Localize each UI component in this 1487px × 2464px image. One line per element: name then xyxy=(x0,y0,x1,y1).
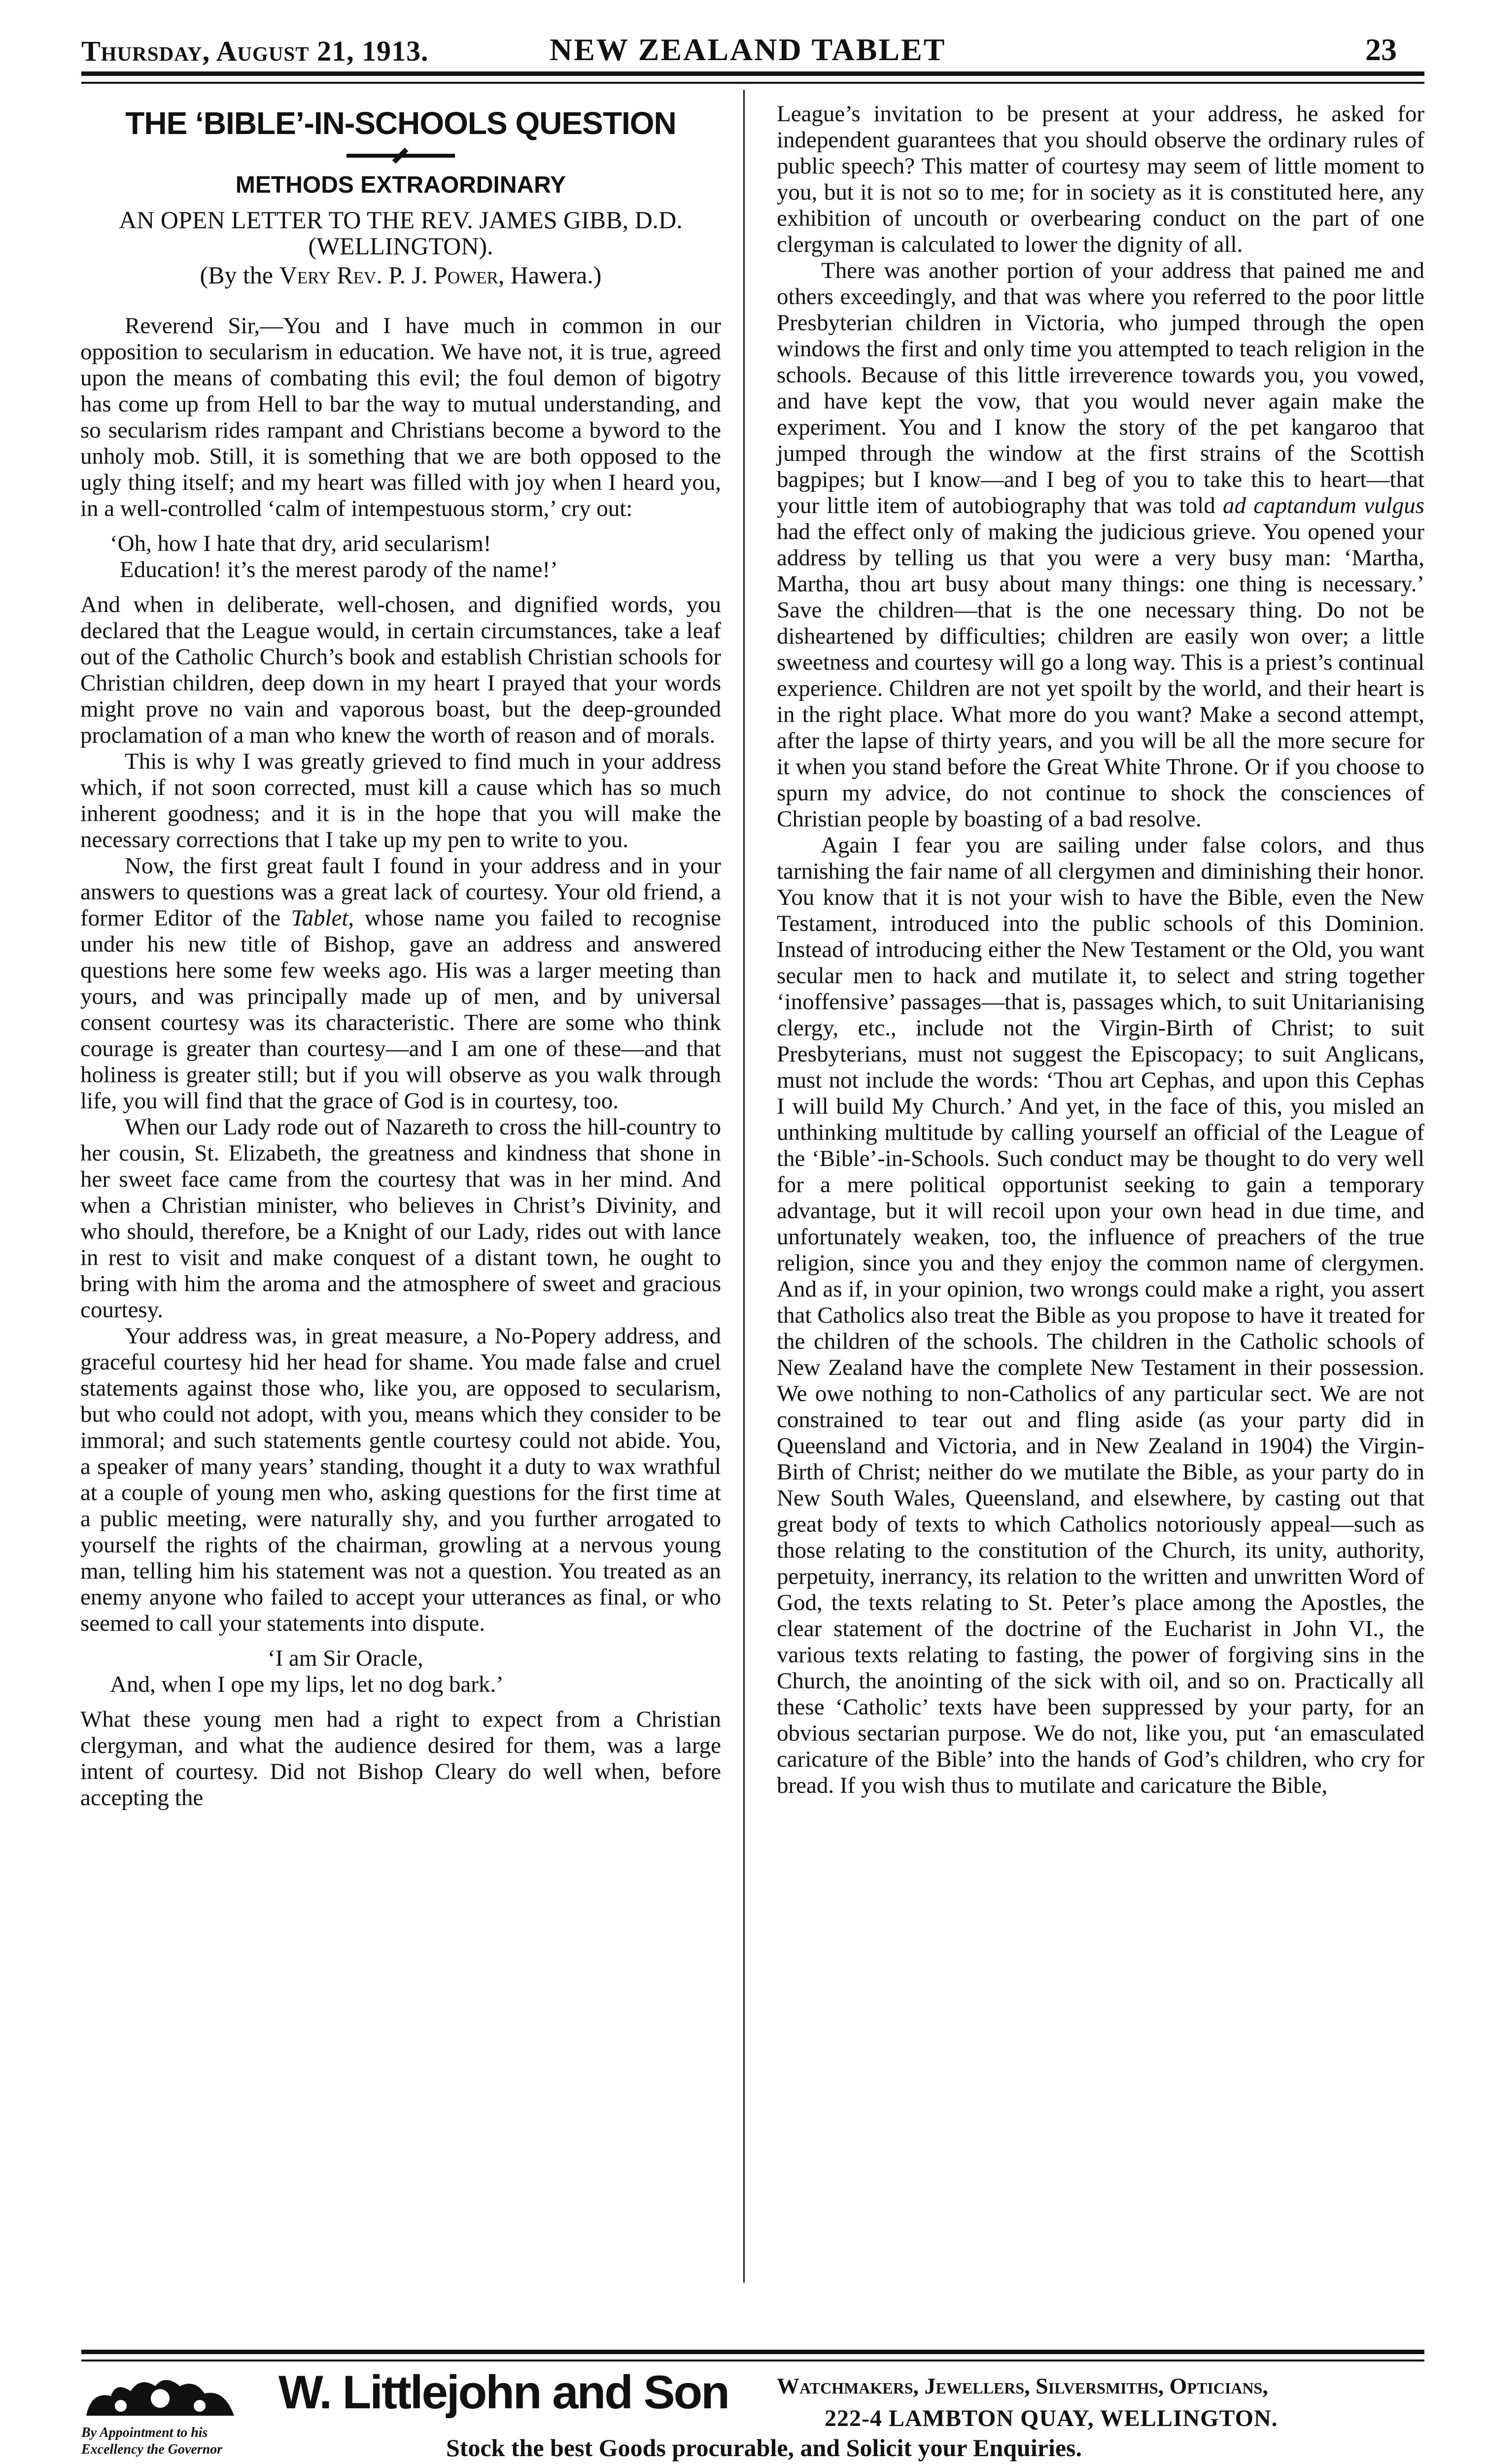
column-divider xyxy=(743,90,745,2283)
paragraph: League’s invitation to be present at your address, he asked for independent guarantees that you should observe the ordinary rules of public speech? This matter of courtesy may seem of little moment to you, but it is not so to me; for in society as it is constituted here, any exhibition of uncouth or overbearing conduct on the part of one clergyman is calculated to lower the dignity of all. xyxy=(777,101,1424,257)
paragraph: When our Lady rode out of Nazareth to cross the hill-country to her cousin, St. Elizabeth, the greatness and kindness that shone in her sweet face came from the courtesy that was in her mind. And when a Christian minister, who believes in Christ’s Divinity, and who should, therefore, be a Knight of our Lady, rides out with lance in rest to visit and make conquest of a distant town, he ought to bring with him the aroma and the atmosphere of sweet and gracious courtesy. xyxy=(80,1114,721,1323)
appointment-note xyxy=(81,2425,269,2458)
quote-line: And, when I ope my lips, let no dog bark.’ xyxy=(110,1672,504,1697)
byline xyxy=(80,262,721,288)
byline-prefix: (By the xyxy=(200,261,279,289)
paragraph: What these young men had a right to expect from a Christian clergyman, and what the audience desired for them, was a large intent of courtesy. Did not Bishop Cleary do well when, before accepting the xyxy=(80,1707,721,1811)
paragraph: Reverend Sir,—You and I have much in common in our opposition to secularism in education. We have not, it is true, agreed upon the means of combating this evil; the foul demon of bigotry has come up from Hell to bar the way to mutual understanding, and so secularism rides rampant and Christians become a byword to the unholy mob. Still, it is something that we are both opposed to the ugly thing itself; and my heart was filled with joy when I heard you, in a well-controlled ‘calm of intempestuous storm,’ cry out: xyxy=(80,313,721,521)
quote-line: ‘Oh, how I hate that dry, arid secularism! xyxy=(110,531,491,556)
header-rule-thick xyxy=(81,71,1424,76)
paragraph: Again I fear you are sailing under false colors, and thus tarnishing the fair name of all clergymen and diminishing their honor. You know that it is not your wish to have the Bible, even the New Testament, introduced into the public schools of this Dominion. Instead of introducing either the New Testament or the Old, you want secular men to hack and mutilate it, to select and string together ‘inoffensive’ passages—that is, passages which, to suit Unitarianising clergy, etc., include not the Virgin-Birth of Christ; to suit Presbyterians, must not suggest the Episcopacy; to suit Anglicans, must not include the words: ‘Thou art Cephas, and upon this Cephas I will build My Church.’ And yet, in the face of this, you misled an unthinking multitude by calling yourself an official of the League of the ‘Bible’-in-Schools. Such conduct may be thought to do very well for a mere political opportunist seeking to gain a temporary advantage, but it will recoil upon your own head in due time, and unfortunately weaken, too, the influence of preachers of the true religion, since you and they enjoy the common name of clergymen. And as if, in your opinion, two wrongs could make a right, you assert that Catholics also treat the Bible as you propose to have it treated for the children of the schools. The children in the Catholic schools of New Zealand have the complete New Testament in their possession. We owe nothing to non-Catholics of any particular sect. We are not constrained to tear out and fling aside (as your party did in Queensland and Victoria, and in New Zealand in 1904) the Virgin-Birth of Christ; neither do we mutilate the Bible, as your party do in New South Wales, Queensland, and elsewhere, by casting out that great body of texts to which Catholics notoriously appeal—such as those relating to the constitution of the Church, its unity, authority, perpetuity, inerrancy, its relation to the written and unwritten Word of God, the texts relating to St. Peter’s place among the Apostles, the clear statement of the doctrine of the Eucharist in John VI., the various texts relating to fasting, the power of forgiving sins in the Church, the anointing of the sick with oil, and so on. Practically all these ‘Catholic’ texts have been suppressed by your party, for an obvious sectarian purpose. We do not, like you, put ‘an emasculated caricature of the Bible’ into the hands of God’s children, who cry for bread. If you wish thus to mutilate and caricature the Bible, xyxy=(777,832,1424,1798)
advertiser-name: W. Littlejohn and Son xyxy=(278,2366,728,2419)
byline-place: , Hawera.) xyxy=(498,261,602,289)
text: had the effect only of making the judicious grieve. You opened your address by telling us that you were a very busy man: ‘Martha, Martha, thou art busy about many things: one thing is necessary.’ Save the children—that is the one necessary thing. Do not be disheartened by difficulties; children are easily won over; a little sweetness and courtesy will go a long way. This is a priest’s continual experience. Children are not yet spoilt by the world, and their heart is in the right place. What more do you want? Make a second attempt, after the lapse of thirty years, and you will be all the more secure for it when you stand before the Great White Throne. Or if you choose to spurn my advice, do not continue to shock the consciences of Christian people by boasting of a bad resolve. xyxy=(777,519,1424,832)
letter-heading: AN OPEN LETTER TO THE REV. JAMES GIBB, D.D. (WELLINGTON). xyxy=(119,206,683,260)
verse-quote xyxy=(110,531,721,583)
advertiser-address: 222-4 LAMBTON QUAY, WELLINGTON. xyxy=(825,2405,1278,2431)
page-number: 23 xyxy=(1365,32,1397,67)
article-title: THE ‘BIBLE’-IN-SCHOOLS QUESTION xyxy=(125,105,676,141)
advertiser-trades: Watchmakers, Jewellers, Silversmiths, Opticians, xyxy=(777,2373,1268,2398)
appointment-line: By Appointment to his xyxy=(81,2425,208,2440)
article-subtitle: METHODS EXTRAORDINARY xyxy=(235,172,566,198)
footer-rule-thin xyxy=(81,2360,1424,2361)
issue-date: Thursday, August 21, 1913. xyxy=(81,35,429,67)
italic-text: ad captandum vulgus xyxy=(1222,493,1424,518)
left-column xyxy=(80,104,721,1811)
paragraph xyxy=(777,258,1424,832)
right-column xyxy=(777,101,1424,1799)
advertiser-slogan: Stock the best Goods procurable, and Solicit your Enquiries. xyxy=(446,2434,1082,2462)
appointment-line: Excellency the Governor xyxy=(81,2442,223,2457)
header-rule-thin xyxy=(81,82,1424,84)
verse-quote xyxy=(110,1645,721,1698)
byline-author: Very Rev. P. J. Power xyxy=(279,261,498,289)
royal-coat-of-arms-icon xyxy=(81,2371,239,2421)
italic-text: Tablet xyxy=(291,905,348,931)
quote-line: Education! it’s the merest parody of the name!’ xyxy=(120,557,558,582)
text: , whose name you failed to recognise under his new title of Bishop, gave an address and answered questions here some few weeks ago. His was a larger meeting than yours, and was principally made up of men, and by universal consent courtesy was its characteristic. There are some who think courage is greater than courtesy—and I am one of these—and that holiness is greater still; but if you will observe as you walk through life, you will find that the grace of God is in courtesy, too. xyxy=(80,905,721,1114)
paragraph: Your address was, in great measure, a No-Popery address, and graceful courtesy hid her head for shame. You made false and cruel statements against those who, like you, are opposed to secularism, but who could not adopt, with you, means which they consider to be immoral; and such statements gentle courtesy could not abide. You, a speaker of many years’ standing, thought it a duty to wax wrathful at a couple of young men who, asking questions for the first time at a public meeting, were naturally shy, and you further arrogated to yourself the rights of the chairman, growling at a nervous young man, telling him his statement was not a question. You treated as an enemy anyone who failed to accept your utterances as final, or who seemed to call your statements into dispute. xyxy=(80,1323,721,1636)
ornament-divider xyxy=(80,146,721,166)
paragraph: This is why I was greatly grieved to find much in your address which, if not soon corrected, must kill a cause which has so much inherent goodness; and it is in the hope that you will make the necessary corrections that I take up my pen to write to you. xyxy=(80,749,721,853)
text: There was another portion of your address that pained me and others exceedingly, and that was where you referred to the poor little Presbyterian children in Victoria, who jumped through the open windows the first and only time you attempted to teach religion in the schools. Because of this little irreverence towards you, you vowed, and have kept the vow, that you would never again make the experiment. You and I know the story of the pet kangaroo that jumped through the window at the first strains of the Scottish bagpipes; but I know—and I beg of you to take this to heart—that your little item of autobiography that was told xyxy=(777,258,1424,518)
paragraph xyxy=(80,853,721,1114)
paragraph: And when in deliberate, well-chosen, and dignified words, you declared that the League would, in certain circumstances, take a leaf out of the Catholic Church’s book and establish Christian schools for Christian children, deep down in my heart I prayed that your words might prove no vain and vaporous boast, but the deep-grounded proclamation of a man who knew the worth of reason and of morals. xyxy=(80,592,721,748)
text: Now, the first great fault I found in your address and in your answers to questions was a great lack of courtesy. Your old friend, a former Editor of the xyxy=(80,853,721,931)
masthead: NEW ZEALAND TABLET xyxy=(550,32,946,67)
quote-line: ‘I am Sir Oracle, xyxy=(268,1645,423,1671)
footer-rule-thick xyxy=(81,2350,1424,2354)
